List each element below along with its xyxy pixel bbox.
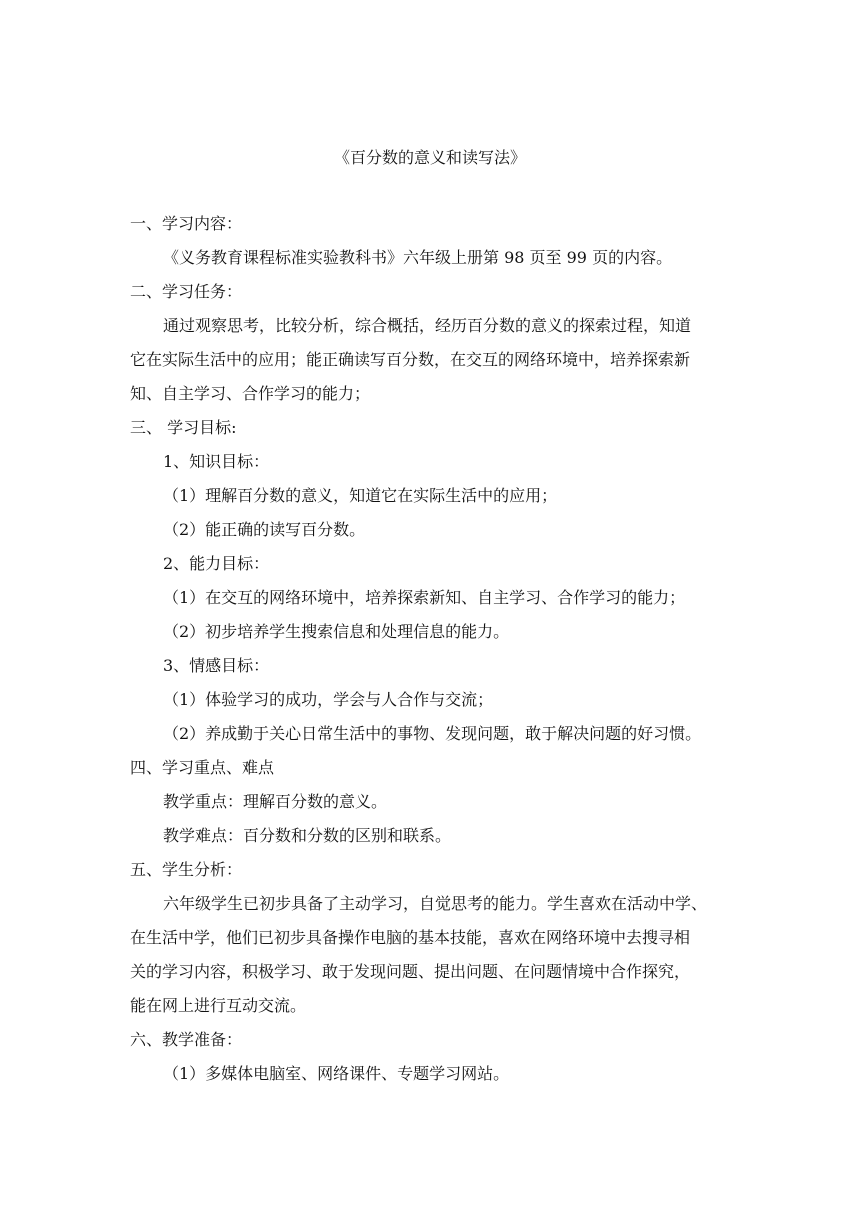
section-heading-content: 一、学习内容：	[130, 214, 243, 233]
tasks-paragraph-line-2: 它在实际生活中的应用；能正确读写百分数，在交互的网络环境中，培养探索新	[130, 350, 691, 369]
tasks-paragraph-line-3: 知、自主学习、合作学习的能力；	[130, 384, 371, 403]
section-heading-tasks: 二、学习任务：	[130, 282, 243, 301]
preparation-item-1: （1）多媒体电脑室、网络课件、专题学习网站。	[163, 1064, 510, 1083]
document-title: 《百分数的意义和读写法》	[333, 148, 526, 167]
key-point: 教学重点：理解百分数的意义。	[163, 792, 388, 811]
goal-emotion-item-2: （2）养成勤于关心日常生活中的事物、发现问题，敢于解决问题的好习惯。	[163, 724, 702, 743]
section-heading-preparation: 六、教学准备：	[130, 1030, 243, 1049]
goal-knowledge-item-2: （2）能正确的读写百分数。	[163, 520, 366, 539]
analysis-paragraph-line-2: 在生活中学，他们已初步具备操作电脑的基本技能，喜欢在网络环境中去搜寻相	[130, 928, 691, 947]
content-paragraph: 《义务教育课程标准实验教科书》六年级上册第 98 页至 99 页的内容。	[163, 248, 673, 267]
goal-ability-item-1: （1）在交互的网络环境中，培养探索新知、自主学习、合作学习的能力；	[163, 588, 686, 607]
difficult-point: 教学难点：百分数和分数的区别和联系。	[163, 826, 452, 845]
section-heading-goals: 三、 学习目标:	[130, 418, 237, 437]
goal-emotion-item-1: （1）体验学习的成功，学会与人合作与交流；	[163, 690, 494, 709]
analysis-paragraph-line-3: 关的学习内容，积极学习、敢于发现问题、提出问题、在问题情境中合作探究，	[130, 962, 691, 981]
section-heading-key-points: 四、学习重点、难点	[130, 758, 275, 777]
section-heading-student-analysis: 五、学生分析：	[130, 860, 243, 879]
goal-knowledge-heading: 1、知识目标：	[163, 452, 270, 471]
goal-ability-item-2: （2）初步培养学生搜索信息和处理信息的能力。	[163, 622, 510, 641]
goal-emotion-heading: 3、情感目标：	[163, 656, 270, 675]
tasks-paragraph-line-1: 通过观察思考，比较分析，综合概括，经历百分数的意义的探索过程，知道	[163, 316, 692, 335]
goal-knowledge-item-1: （1）理解百分数的意义，知道它在实际生活中的应用；	[163, 486, 558, 505]
goal-ability-heading: 2、能力目标：	[163, 554, 270, 573]
analysis-paragraph-line-4: 能在网上进行互动交流。	[130, 996, 307, 1015]
analysis-paragraph-line-1: 六年级学生已初步具备了主动学习，自觉思考的能力。学生喜欢在活动中学、	[163, 894, 708, 913]
